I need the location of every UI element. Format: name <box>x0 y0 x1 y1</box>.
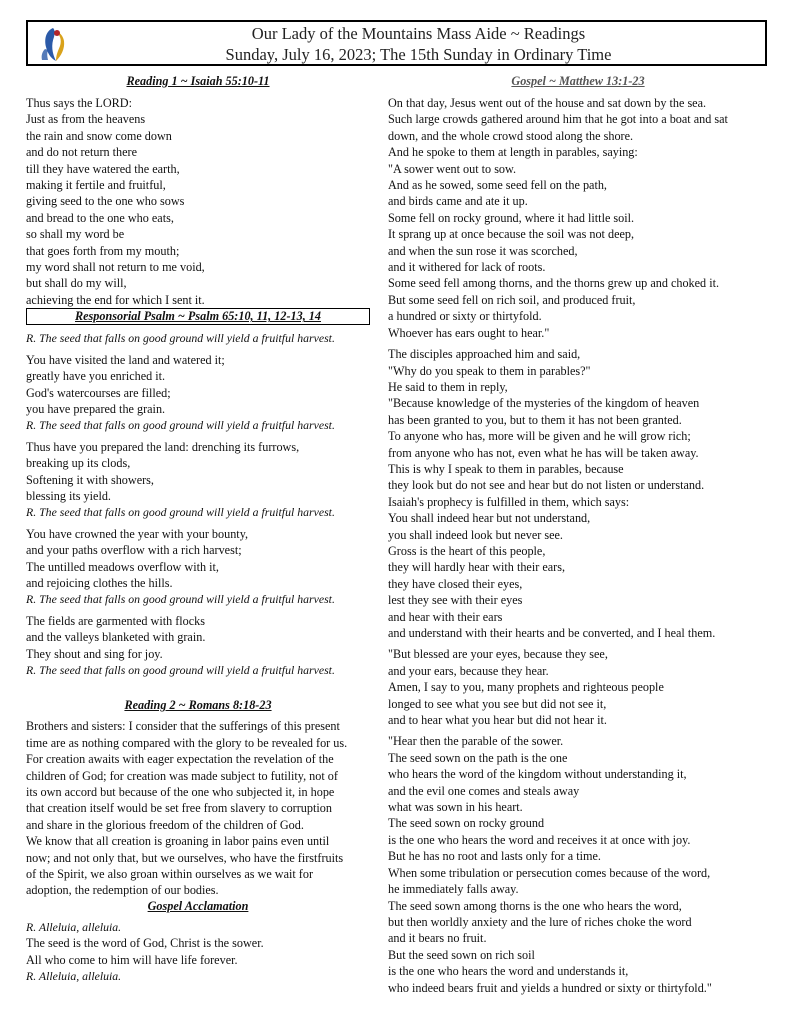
gospel-line: And he spoke to them at length in parables, saying: <box>388 145 638 160</box>
reading1-line: Thus says the LORD: <box>26 96 132 110</box>
gospel-line: and understand with their hearts and be converted, and I heal them. <box>388 626 716 640</box>
left-column <box>26 74 370 985</box>
gospel-line: "A sower went out to sow. <box>388 161 517 176</box>
reading2-line: For creation awaits with eager expectation the revelation of the <box>26 752 334 767</box>
psalm-stanza-4 <box>26 613 370 679</box>
psalm-response: R. The seed that falls on good ground will yield a fruitful harvest. <box>26 331 335 346</box>
gospel-line: from anyone who has not, even what he has will be taken away. <box>388 445 699 460</box>
psalm-line: and your paths overflow with a rich harvest; <box>26 543 242 558</box>
reading2-line: Brothers and sisters: I consider that the sufferings of this present <box>26 719 340 734</box>
psalm-line: The fields are garmented with flocks <box>26 613 206 628</box>
reading1-line: the rain and snow come down <box>26 128 172 143</box>
gospel-line: and the evil one comes and steals away <box>388 783 580 798</box>
gospel-paragraph-4 <box>388 733 768 996</box>
gospel-line: It sprang up at once because the soil was not deep, <box>388 227 635 242</box>
alleluia-response: R. Alleluia, alleluia. <box>26 919 122 934</box>
gospel-line: To anyone who has, more will be given and he will grow rich; <box>388 429 691 444</box>
reading1-line: giving seed to the one who sows <box>26 194 185 209</box>
psalm-response: R. The seed that falls on good ground will yield a fruitful harvest. <box>26 418 335 433</box>
gospel-line: "Why do you speak to them in parables?" <box>388 363 591 378</box>
gospel-line: longed to see what you see but did not see it, <box>388 696 607 711</box>
psalm-line: You have visited the land and watered it; <box>26 352 225 367</box>
gospel-line: he immediately falls away. <box>388 882 519 897</box>
gospel-line: who hears the word of the kingdom without understanding it, <box>388 767 687 782</box>
alleluia-response: R. Alleluia, alleluia. <box>26 969 122 984</box>
header-title: Our Lady of the Mountains Mass Aide ~ Readings <box>251 24 586 43</box>
reading1-line: till they have watered the earth, <box>26 161 180 176</box>
gospel-paragraph-3 <box>388 646 768 728</box>
psalm-line: The untilled meadows overflow with it, <box>26 559 219 574</box>
reading1-line: Just as from the heavens <box>26 112 146 127</box>
gospel-line: "Because knowledge of the mysteries of the kingdom of heaven <box>388 396 700 411</box>
reading1-line: that goes forth from my mouth; <box>26 243 180 258</box>
reading1-line: making it fertile and fruitful, <box>26 178 166 193</box>
psalm-line: greatly have you enriched it. <box>26 369 166 384</box>
gospel-line: they have closed their eyes, <box>388 576 523 591</box>
gospel-line: has been granted to you, but to them it has not been granted. <box>388 412 682 427</box>
gospel-line: but then worldly anxiety and the lure of riches choke the word <box>388 914 692 929</box>
psalm-response: R. The seed that falls on good ground will yield a fruitful harvest. <box>26 592 335 607</box>
gospel-line: lest they see with their eyes <box>388 593 523 608</box>
gospel-line: And as he sowed, some seed fell on the path, <box>388 178 607 193</box>
right-column <box>388 74 768 996</box>
gospel-line: and when the sun rose it was scorched, <box>388 243 578 258</box>
gospel-line: Such large crowds gathered around him that he got into a boat and sat <box>388 112 728 127</box>
gospel-line: is the one who hears the word and receives it at once with joy. <box>388 832 691 847</box>
psalm-stanza-1 <box>26 352 370 434</box>
gospel-line: You shall indeed hear but not understand, <box>388 511 591 526</box>
gospel-heading: Gospel ~ Matthew 13:1-23 <box>511 74 645 88</box>
gospel-line: and to hear what you hear but did not hear it. <box>388 713 607 728</box>
reading2-line: of the Spirit, we also groan within ourselves as we wait for <box>26 867 314 882</box>
psalm-stanza-2 <box>26 439 370 521</box>
sower-figure-icon <box>36 25 70 63</box>
reading1-line: achieving the end for which I sent it. <box>26 292 205 307</box>
reading2-line: time are as nothing compared with the glory to be revealed for us. <box>26 735 348 750</box>
gospel-line: who indeed bears fruit and yields a hundred or sixty or thirtyfold." <box>388 980 712 995</box>
gospel-line: you shall indeed look but never see. <box>388 527 563 542</box>
psalm-response: R. The seed that falls on good ground will yield a fruitful harvest. <box>26 505 335 520</box>
gospel-line: The seed sown among thorns is the one who hears the word, <box>388 898 682 913</box>
psalm-line: God's watercourses are filled; <box>26 385 171 400</box>
gospel-line: Whoever has ears ought to hear." <box>388 325 550 340</box>
header-subtitle: Sunday, July 16, 2023; The 15th Sunday in Ordinary Time <box>225 45 612 64</box>
gospel-line: a hundred or sixty or thirtyfold. <box>388 309 542 324</box>
reading1-heading: Reading 1 ~ Isaiah 55:10-11 <box>126 74 270 88</box>
gospel-paragraph-1 <box>388 95 768 341</box>
reading2-line: adoption, the redemption of our bodies. <box>26 883 219 898</box>
reading1-line: so shall my word be <box>26 227 125 242</box>
reading2-line: We know that all creation is groaning in labor pains even until <box>26 834 330 849</box>
gospel-line: and it withered for lack of roots. <box>388 260 546 275</box>
reading2-heading: Reading 2 ~ Romans 8:18-23 <box>124 698 272 713</box>
reading2-line: children of God; for creation was made subject to futility, not of <box>26 768 338 783</box>
psalm-line: Thus have you prepared the land: drenching its furrows, <box>26 439 300 454</box>
gospel-line: The seed sown on the path is the one <box>388 750 568 765</box>
gospel-line: and hear with their ears <box>388 609 503 624</box>
gospel-line: On that day, Jesus went out of the house and sat down by the sea. <box>388 96 707 110</box>
gospel-line: and birds came and ate it up. <box>388 194 528 209</box>
acclamation-heading: Gospel Acclamation <box>147 898 249 913</box>
gospel-line: Amen, I say to you, many prophets and righteous people <box>388 680 664 695</box>
psalm-line: Softening it with showers, <box>26 472 154 487</box>
gospel-line: Some seed fell among thorns, and the thorns grew up and choked it. <box>388 276 720 291</box>
psalm-line: They shout and sing for joy. <box>26 646 163 661</box>
gospel-line: is the one who hears the word and understands it, <box>388 964 629 979</box>
gospel-line: This is why I speak to them in parables, because <box>388 461 624 476</box>
gospel-line: But some seed fell on rich soil, and produced fruit, <box>388 292 636 307</box>
psalm-line: and the valleys blanketed with grain. <box>26 630 206 645</box>
gospel-paragraph-2 <box>388 346 768 641</box>
reading1-line: and do not return there <box>26 145 138 160</box>
acclamation-line: All who come to him will have life forever. <box>26 952 238 967</box>
reading1-line: my word shall not return to me void, <box>26 260 205 275</box>
gospel-line: and it bears no fruit. <box>388 931 487 946</box>
acclamation-line: The seed is the word of God, Christ is the sower. <box>26 936 264 951</box>
reading2-line: and share in the glorious freedom of the children of God. <box>26 817 304 832</box>
reading2-line: now; and not only that, but we ourselves, who have the firstfruits <box>26 850 344 865</box>
gospel-line: Gross is the heart of this people, <box>388 543 546 558</box>
reading2-text <box>26 718 370 898</box>
gospel-line: The disciples approached him and said, <box>388 347 581 362</box>
gospel-line: The seed sown on rocky ground <box>388 816 545 831</box>
page-header <box>26 20 767 66</box>
gospel-line: But the seed sown on rich soil <box>388 947 535 962</box>
gospel-line: "Hear then the parable of the sower. <box>388 734 564 749</box>
psalm-stanza-3 <box>26 526 370 608</box>
reading2-line: that creation itself would be set free from slavery to corruption <box>26 801 332 816</box>
gospel-line: what was sown in his heart. <box>388 800 523 815</box>
reading1-line: but shall do my will, <box>26 276 127 291</box>
gospel-line: down, and the whole crowd stood along the shore. <box>388 128 634 143</box>
psalm-line: blessing its yield. <box>26 488 111 503</box>
reading2-line: its own accord but because of the one who subjected it, in hope <box>26 785 335 800</box>
gospel-line: But he has no root and lasts only for a time. <box>388 849 601 864</box>
gospel-line: and your ears, because they hear. <box>388 663 549 678</box>
gospel-line: When some tribulation or persecution comes because of the word, <box>388 865 711 880</box>
reading1-text <box>26 95 370 308</box>
gospel-line: He said to them in reply, <box>388 379 508 394</box>
gospel-line: Some fell on rocky ground, where it had little soil. <box>388 210 635 225</box>
gospel-line: they look but do not see and hear but do not listen or understand. <box>388 478 705 493</box>
psalm-line: breaking up its clods, <box>26 456 131 471</box>
psalm-heading: Responsorial Psalm ~ Psalm 65:10, 11, 12-13, 14 <box>26 308 370 325</box>
gospel-line: they will hardly hear with their ears, <box>388 560 565 575</box>
psalm-line: You have crowned the year with your bounty, <box>26 526 249 541</box>
gospel-line: Isaiah's prophecy is fulfilled in them, which says: <box>388 494 630 509</box>
psalm-line: and rejoicing clothes the hills. <box>26 575 173 590</box>
reading1-line: and bread to the one who eats, <box>26 210 174 225</box>
gospel-line: "But blessed are your eyes, because they see, <box>388 647 608 662</box>
psalm-response: R. The seed that falls on good ground will yield a fruitful harvest. <box>26 663 335 677</box>
psalm-line: you have prepared the grain. <box>26 401 166 416</box>
